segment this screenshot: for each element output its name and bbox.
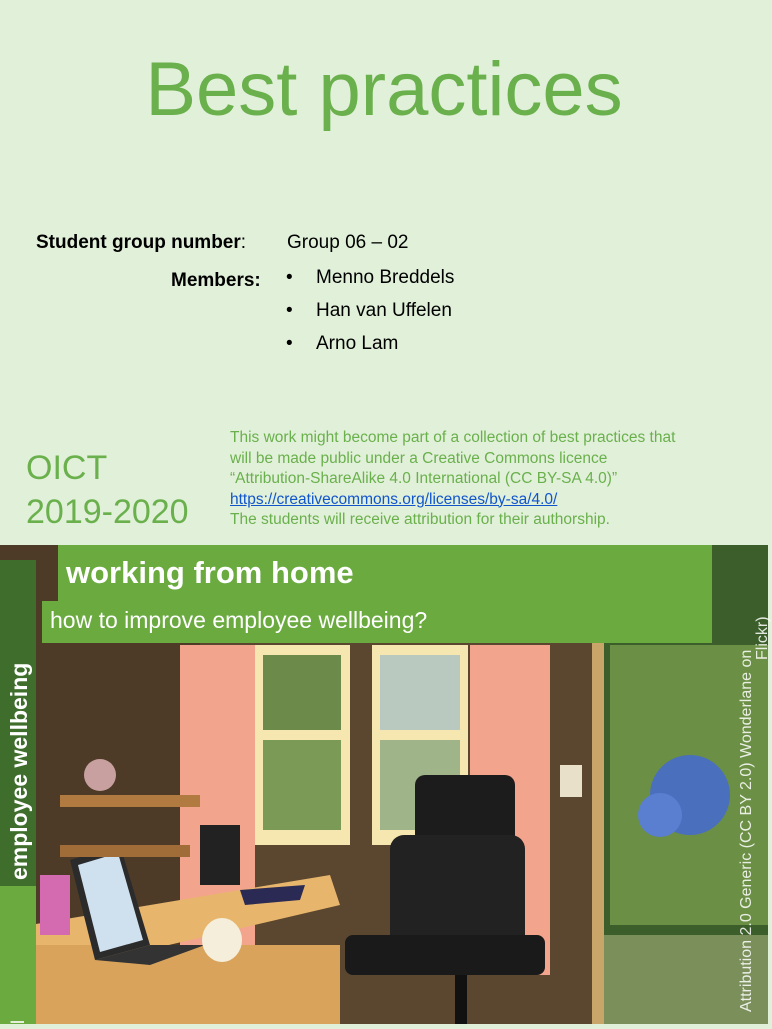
photo-credit-line2: Flickr) — [754, 616, 771, 660]
licence-line: will be made public under a Creative Commons licence — [230, 449, 608, 467]
bullet: • — [286, 267, 293, 288]
course-year: 2019-2020 — [26, 493, 189, 531]
list-item — [286, 330, 454, 363]
licence-line: This work might become part of a collection of best practices that — [230, 429, 676, 446]
sidebar-light-band — [0, 886, 36, 1024]
bullet: • — [286, 300, 293, 321]
licence-link[interactable]: https://creativecommons.org/licenses/by-sa/4.0/ — [230, 490, 558, 508]
subheading-banner — [42, 601, 712, 643]
member-name: Han van Uffelen — [316, 300, 452, 321]
licence-line: “Attribution-ShareAlike 4.0 International (CC BY-SA 4.0)” — [230, 470, 618, 487]
page-title: Best practices — [145, 47, 623, 132]
group-number-row — [36, 232, 246, 254]
heading-banner — [58, 545, 712, 601]
group-number-colon: : — [240, 232, 247, 253]
group-number-value: Group 06 – 02 — [287, 232, 409, 253]
members-label: Members: — [171, 270, 261, 291]
member-name: Menno Breddels — [316, 267, 455, 288]
list-item — [286, 264, 454, 297]
members-list — [286, 264, 454, 363]
banner-heading: working from home — [66, 555, 354, 590]
banner-subheading: how to improve employee wellbeing? — [50, 607, 428, 633]
licence-notice — [230, 428, 750, 531]
list-item — [286, 297, 454, 330]
sidebar-label: employee wellbeing — [6, 662, 32, 880]
member-name: Arno Lam — [316, 333, 399, 354]
licence-line: The students will receive attribution for their authorship. — [230, 511, 610, 528]
sidebar-label-secondary: l — [8, 1020, 28, 1024]
course-name: OICT — [26, 449, 108, 487]
course-label — [26, 446, 189, 534]
bullet: • — [286, 333, 293, 354]
group-number-label: Student group number — [36, 232, 241, 253]
photo-credit: Attribution 2.0 Generic (CC BY 2.0) Wonderlane on — [738, 649, 755, 1012]
